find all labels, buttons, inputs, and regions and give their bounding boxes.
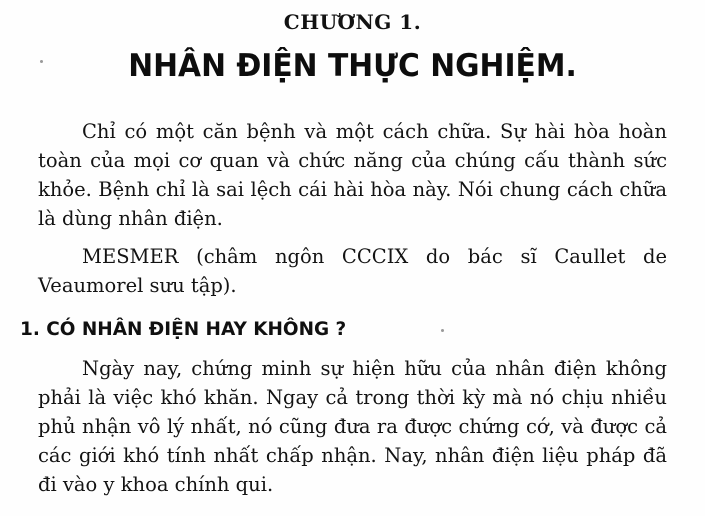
body-text xyxy=(20,118,667,500)
paper-speck xyxy=(40,60,43,63)
page-title: NHÂN ĐIỆN THỰC NGHIỆM. xyxy=(128,48,577,84)
section-heading: 1. CÓ NHÂN ĐIỆN HAY KHÔNG ? xyxy=(20,318,347,341)
paragraph-citation: MESMER (châm ngôn CCCIX do bác sĩ Caullet de Veaumorel sưu tập). xyxy=(38,245,667,298)
paragraph: Chỉ có một căn bệnh và một cách chữa. Sự hài hòa hoàn toàn của mọi cơ quan và chức năng của chúng cấu thành sức khỏe. Bệnh chỉ là sai lệch cái hài hòa này. Nói chung cách chữa là dùng nhân điện. xyxy=(38,120,667,230)
paragraph: Ngày nay, chứng minh sự hiện hữu của nhân điện không phải là việc khó khăn. Ngay cả trong thời kỳ mà nó chịu nhiều phủ nhận vô lý nhất, nó cũng đưa ra được chứng cớ, và được cả các giới khó tính nhất chấp nhận. Nay, nhân điện liệu pháp đã đi vào y khoa chính qui. xyxy=(38,357,667,496)
chapter-label: CHƯƠNG 1. xyxy=(283,10,422,34)
